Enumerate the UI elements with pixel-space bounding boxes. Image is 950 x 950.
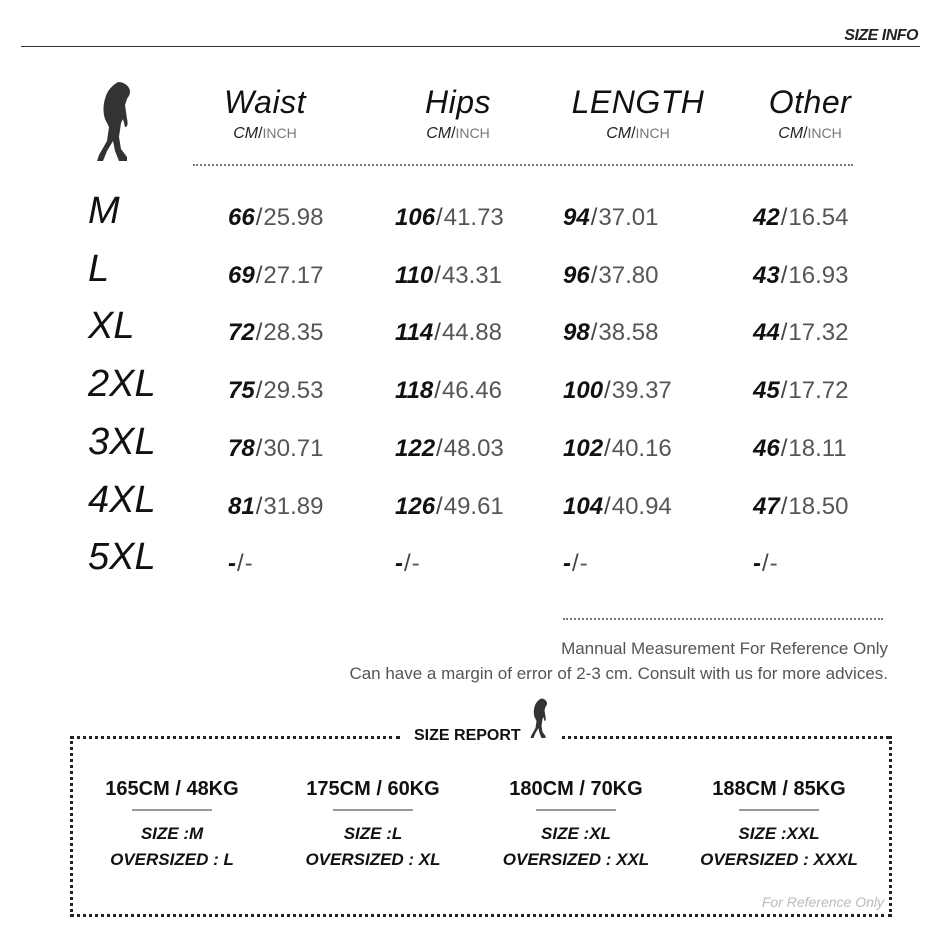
measurement-cell: -/- (228, 550, 253, 577)
report-card (481, 778, 671, 873)
size-label: 5XL (88, 536, 156, 578)
measurement-cell: -/- (395, 550, 420, 577)
measurement-cell: 45/17.72 (753, 377, 849, 404)
measurement-cell: 47/18.50 (753, 493, 849, 520)
measurement-cell: 102/40.16 (563, 435, 672, 462)
measurement-cell: 114/44.88 (395, 319, 502, 346)
unit-label: CM/INCH (233, 125, 297, 142)
card-divider (333, 809, 413, 811)
size-label: XL (88, 305, 135, 347)
measurement-cell: 104/40.94 (563, 493, 672, 520)
oversized-size: OVERSIZED : XL (305, 850, 441, 869)
recommended-size: SIZE :XL (541, 824, 611, 843)
measurement-cell: 81/31.89 (228, 493, 324, 520)
measurement-cell: -/- (753, 550, 778, 577)
column-header-hips (383, 84, 533, 143)
report-card (684, 778, 874, 873)
measurement-cell: 42/16.54 (753, 204, 849, 231)
header-dotted-divider (193, 164, 853, 166)
oversized-size: OVERSIZED : XXXL (700, 850, 858, 869)
walking-ape-icon (528, 696, 550, 740)
size-label: L (88, 248, 110, 290)
oversized-size: OVERSIZED : XXL (502, 850, 650, 869)
card-divider (536, 809, 616, 811)
height-weight: 165CM / 48KG (105, 778, 239, 800)
measurement-cell: 106/41.73 (395, 204, 504, 231)
measurement-cell: 94/37.01 (563, 204, 659, 231)
measurement-cell: 98/38.58 (563, 319, 659, 346)
recommended-size: SIZE :L (343, 824, 403, 843)
walking-ape-icon (92, 80, 136, 162)
size-label: M (88, 190, 120, 232)
measurement-cell: 122/48.03 (395, 435, 504, 462)
column-label: Hips (424, 84, 491, 120)
size-label: 4XL (88, 479, 156, 521)
column-header-other (735, 84, 885, 143)
page-title: SIZE INFO (844, 27, 918, 44)
card-divider (739, 809, 819, 811)
measurement-cell: 43/16.93 (753, 262, 849, 289)
reference-footnote: For Reference Only (761, 894, 884, 910)
measurement-cell: 100/39.37 (563, 377, 672, 404)
measurement-cell: 126/49.61 (395, 493, 504, 520)
recommended-size: SIZE :XXL (738, 824, 820, 843)
column-header-waist (190, 84, 340, 143)
recommended-size: SIZE :M (140, 824, 204, 843)
notes-dotted-divider (563, 618, 883, 620)
measurement-cell: 69/27.17 (228, 262, 324, 289)
card-divider (132, 809, 212, 811)
height-weight: 188CM / 85KG (712, 778, 846, 800)
unit-label: CM/INCH (778, 125, 842, 142)
height-weight: 180CM / 70KG (509, 778, 643, 800)
note-line-2: Can have a margin of error of 2-3 cm. Consult with us for more advices. (349, 664, 888, 683)
measurement-cell: 66/25.98 (228, 204, 324, 231)
header-divider (21, 46, 920, 47)
height-weight: 175CM / 60KG (306, 778, 440, 800)
column-label: Other (768, 84, 852, 120)
report-card (278, 778, 468, 873)
size-report-title: SIZE REPORT (414, 727, 521, 744)
unit-label: CM/INCH (606, 125, 670, 142)
column-label: LENGTH (571, 84, 705, 120)
measurement-cell: 75/29.53 (228, 377, 324, 404)
measurement-cell: 96/37.80 (563, 262, 659, 289)
column-header-length (563, 84, 713, 143)
column-label: Waist (224, 84, 306, 120)
note-line-1: Mannual Measurement For Reference Only (561, 639, 888, 658)
measurement-cell: 110/43.31 (395, 262, 502, 289)
measurement-cell: 72/28.35 (228, 319, 324, 346)
report-card (77, 778, 267, 873)
oversized-size: OVERSIZED : L (110, 850, 234, 869)
measurement-cell: -/- (563, 550, 588, 577)
measurement-cell: 44/17.32 (753, 319, 849, 346)
measurement-cell: 118/46.46 (395, 377, 502, 404)
measurement-cell: 46/18.11 (753, 435, 847, 462)
size-label: 3XL (88, 421, 156, 463)
size-label: 2XL (88, 363, 156, 405)
unit-label: CM/INCH (426, 125, 490, 142)
measurement-cell: 78/30.71 (228, 435, 324, 462)
